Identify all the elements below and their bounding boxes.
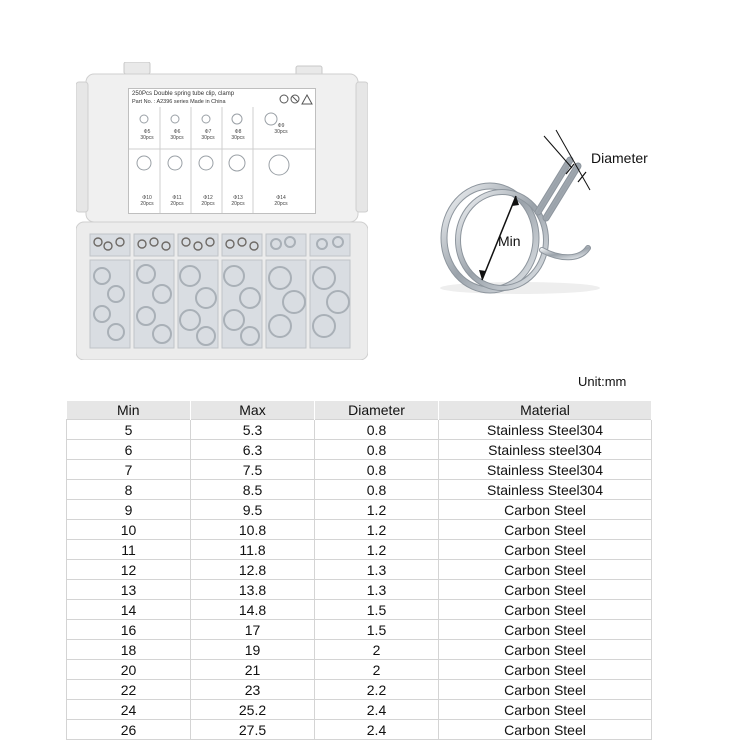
cell-material: Stainless Steel304: [439, 460, 652, 480]
cell-max: 12.8: [191, 560, 315, 580]
cell-min: 12: [67, 560, 191, 580]
box-label-cell: Φ6 30pcs: [170, 129, 184, 141]
cell-material: Carbon Steel: [439, 580, 652, 600]
cell-material: Carbon Steel: [439, 560, 652, 580]
header-max: Max: [191, 401, 315, 420]
table-body: [67, 420, 652, 740]
box-label-cell: Φ14 20pcs: [274, 195, 288, 207]
cell-max: 27.5: [191, 720, 315, 740]
cell-max: 5.3: [191, 420, 315, 440]
header-material: Material: [439, 401, 652, 420]
box-label-part-number: Part No. : A2396 series Made in China: [132, 99, 226, 105]
table-row: [67, 420, 652, 440]
table-row: [67, 460, 652, 480]
cell-max: 11.8: [191, 540, 315, 560]
box-label-cell: Φ8 30pcs: [231, 129, 245, 141]
cell-material: Stainless Steel304: [439, 420, 652, 440]
table-row: [67, 720, 652, 740]
box-label-cell: Φ12 20pcs: [201, 195, 215, 207]
cell-material: Carbon Steel: [439, 720, 652, 740]
unit-label: Unit:mm: [578, 374, 627, 389]
cell-min: 8: [67, 480, 191, 500]
cell-max: 10.8: [191, 520, 315, 540]
table-row: [67, 580, 652, 600]
cell-min: 7: [67, 460, 191, 480]
box-label-cell: Φ9 30pcs: [274, 123, 288, 135]
table-row: [67, 640, 652, 660]
cell-min: 22: [67, 680, 191, 700]
cell-max: 17: [191, 620, 315, 640]
cell-min: 6: [67, 440, 191, 460]
box-lid-label: [128, 88, 316, 214]
cell-material: Carbon Steel: [439, 620, 652, 640]
cell-min: 14: [67, 600, 191, 620]
cell-diameter: 2.2: [315, 680, 439, 700]
cell-min: 16: [67, 620, 191, 640]
cell-material: Carbon Steel: [439, 660, 652, 680]
table-row: [67, 480, 652, 500]
cell-max: 23: [191, 680, 315, 700]
cell-min: 5: [67, 420, 191, 440]
cell-min: 18: [67, 640, 191, 660]
cell-diameter: 2: [315, 660, 439, 680]
cell-max: 19: [191, 640, 315, 660]
cell-min: 26: [67, 720, 191, 740]
spec-table: [66, 401, 652, 740]
cell-diameter: 0.8: [315, 480, 439, 500]
box-label-cell: Φ11 20pcs: [170, 195, 184, 207]
cell-min: 13: [67, 580, 191, 600]
box-label-title: 250Pcs Double spring tube clip, clamp: [132, 91, 235, 97]
cell-diameter: 2.4: [315, 720, 439, 740]
cell-material: Carbon Steel: [439, 600, 652, 620]
cell-diameter: 0.8: [315, 460, 439, 480]
cell-diameter: 1.5: [315, 620, 439, 640]
header-min: Min: [67, 401, 191, 420]
cell-min: 10: [67, 520, 191, 540]
cell-material: Carbon Steel: [439, 680, 652, 700]
cell-material: Stainless steel304: [439, 440, 652, 460]
table-row: [67, 440, 652, 460]
cell-diameter: 0.8: [315, 440, 439, 460]
cell-max: 6.3: [191, 440, 315, 460]
cell-diameter: 2.4: [315, 700, 439, 720]
table-row: [67, 680, 652, 700]
cell-material: Carbon Steel: [439, 520, 652, 540]
table-row: [67, 520, 652, 540]
min-label: Min: [498, 233, 521, 249]
cell-material: Carbon Steel: [439, 540, 652, 560]
cell-max: 14.8: [191, 600, 315, 620]
cell-max: 21: [191, 660, 315, 680]
cell-material: Carbon Steel: [439, 700, 652, 720]
box-label-cell: Φ5 30pcs: [140, 129, 154, 141]
cell-max: 7.5: [191, 460, 315, 480]
cell-max: 13.8: [191, 580, 315, 600]
cell-diameter: 1.3: [315, 580, 439, 600]
cell-material: Carbon Steel: [439, 500, 652, 520]
table-row: [67, 660, 652, 680]
cell-material: Carbon Steel: [439, 640, 652, 660]
cell-diameter: 0.8: [315, 420, 439, 440]
table-header-row: [67, 401, 652, 420]
cell-material: Stainless Steel304: [439, 480, 652, 500]
cell-max: 8.5: [191, 480, 315, 500]
cell-diameter: 1.5: [315, 600, 439, 620]
cell-min: 20: [67, 660, 191, 680]
box-label-cell: Φ13 20pcs: [231, 195, 245, 207]
cell-min: 9: [67, 500, 191, 520]
cell-max: 25.2: [191, 700, 315, 720]
cell-max: 9.5: [191, 500, 315, 520]
cell-diameter: 1.3: [315, 560, 439, 580]
cell-diameter: 1.2: [315, 500, 439, 520]
header-diameter: Diameter: [315, 401, 439, 420]
cell-diameter: 2: [315, 640, 439, 660]
table-row: [67, 620, 652, 640]
table-row: [67, 540, 652, 560]
cell-min: 24: [67, 700, 191, 720]
table-row: [67, 560, 652, 580]
cell-diameter: 1.2: [315, 540, 439, 560]
box-label-cell: Φ10 20pcs: [140, 195, 154, 207]
spring-clip-diagram: [420, 120, 680, 310]
table-row: [67, 500, 652, 520]
table-row: [67, 700, 652, 720]
cell-min: 11: [67, 540, 191, 560]
table-row: [67, 600, 652, 620]
diameter-label: Diameter: [591, 150, 648, 166]
compliance-icons: [279, 93, 313, 105]
box-label-cell: Φ7 30pcs: [201, 129, 215, 141]
cell-diameter: 1.2: [315, 520, 439, 540]
